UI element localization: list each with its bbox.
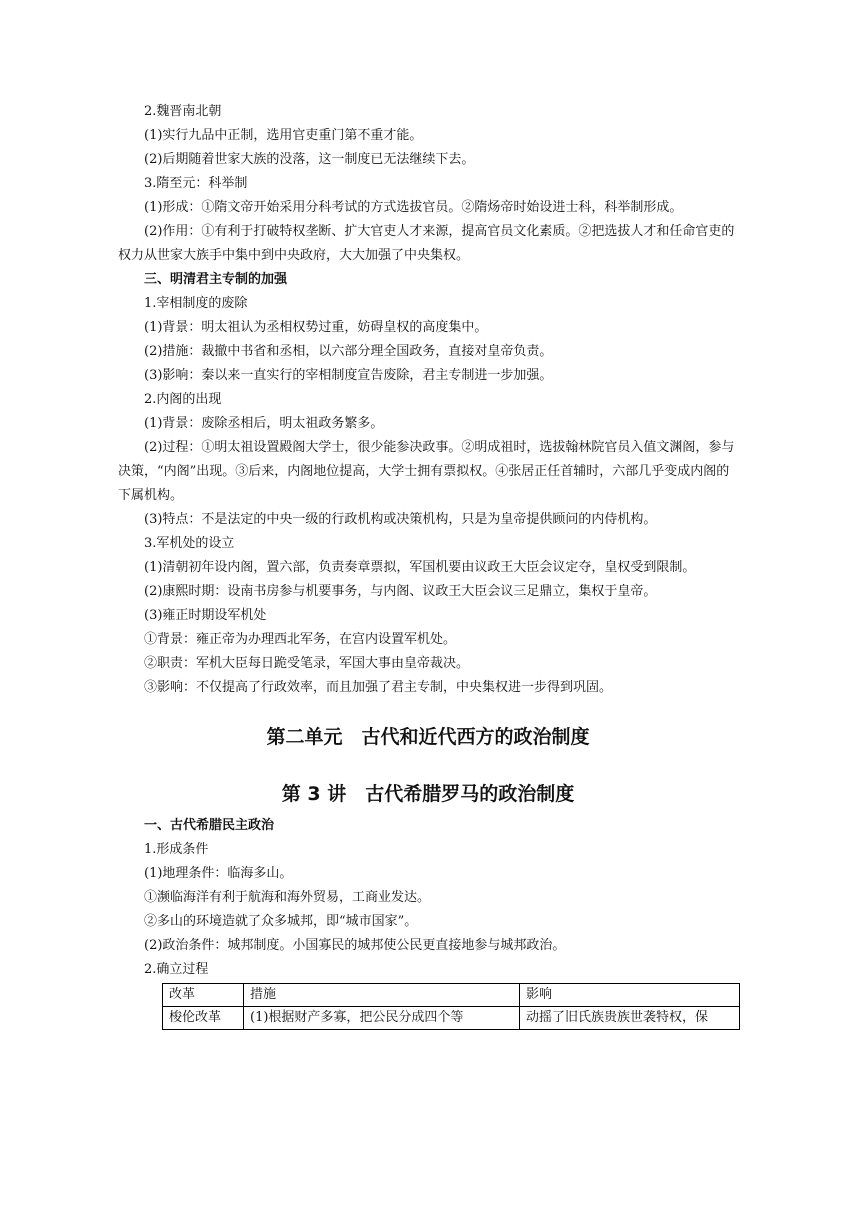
text-line: (1)地理条件：临海多山。 <box>144 866 293 881</box>
table-cell: 梭伦改革 <box>163 1007 244 1030</box>
text-line: 3.隋至元：科举制 <box>144 176 248 191</box>
text-line: (2)政治条件：城邦制度。小国寡民的城邦使公民更直接地参与城邦政治。 <box>144 938 566 953</box>
section-heading: 三、明清君主专制的加强 <box>144 272 288 287</box>
table-header-cell: 措施 <box>244 984 520 1007</box>
table-header-cell: 影响 <box>520 984 740 1007</box>
table-cell: 动摇了旧氏族贵族世袭特权，保 <box>520 1007 740 1030</box>
text-line: (3)影响：秦以来一直实行的宰相制度宣告废除，君主专制进一步加强。 <box>144 368 553 383</box>
text-paragraph: (2)作用：①有利于打破特权垄断、扩大官吏人才来源，提高官员文化素质。②把选拔人才和任命官吏的权力从世家大族手中集中到中央政府，大大加强了中央集权。 <box>118 224 735 263</box>
text-line: (1)实行九品中正制，选用官吏重门第不重才能。 <box>144 128 423 143</box>
text-line: 2.确立过程 <box>144 962 209 977</box>
text-line: ①濒临海洋有利于航海和海外贸易，工商业发达。 <box>144 890 431 905</box>
text-line: 1.形成条件 <box>144 842 209 857</box>
text-paragraph: (2)康熙时期：设南书房参与机要事务，与内阁、议政王大臣会议三足鼎立，集权于皇帝。 <box>144 584 657 599</box>
text-line: 2.魏晋南北朝 <box>144 104 222 119</box>
text-line: (1)背景：废除丞相后，明太祖政务繁多。 <box>144 416 384 431</box>
text-line: ③影响：不仅提高了行政效率，而且加强了君主专制，中央集权进一步得到巩固。 <box>144 680 613 695</box>
table-row <box>163 1007 740 1030</box>
text-line: 3.军机处的设立 <box>144 536 235 551</box>
text-line: ②多山的环境造就了众多城邦，即“城市国家”。 <box>144 914 418 929</box>
text-paragraph: (3)特点：不是法定的中央一级的行政机构或决策机构，只是为皇帝提供顾问的内侍机构。 <box>144 512 657 527</box>
table-header-cell: 改革 <box>163 984 244 1007</box>
text-line: 2.内阁的出现 <box>144 392 222 407</box>
table-cell: (1)根据财产多寡，把公民分成四个等 <box>244 1007 520 1030</box>
text-line: ②职责：军机大臣每日跪受笔录，军国大事由皇帝裁决。 <box>144 656 470 671</box>
text-line: (3)雍正时期设军机处 <box>144 608 267 623</box>
text-paragraph: (2)过程：①明太祖设置殿阁大学士，很少能参决政事。②明成祖时，选拔翰林院官员入值文渊阁，参与决策，“内阁”出现。③后来，内阁地位提高，大学士拥有票拟权。④张居正任首辅时，六部几乎变成内阁的下属机构。 <box>118 440 735 503</box>
text-paragraph: (1)清朝初年设内阁，置六部，负责奏章票拟，军国机要由议政王大臣会议定夺，皇权受到限制。 <box>144 560 696 575</box>
lecture-title: 第 3 讲 古代希腊罗马的政治制度 <box>281 783 575 805</box>
text-line: 1.宰相制度的废除 <box>144 296 248 311</box>
text-paragraph: (1)形成：①隋文帝开始采用分科考试的方式选拔官员。②隋炀帝时始设进士科，科举制形成。 <box>144 200 683 215</box>
text-line: (2)后期随着世家大族的没落，这一制度已无法继续下去。 <box>144 152 475 167</box>
unit-title: 第二单元 古代和近代西方的政治制度 <box>266 726 590 748</box>
text-line: ①背景：雍正帝为办理西北军务，在宫内设置军机处。 <box>144 632 457 647</box>
section-heading: 一、古代希腊民主政治 <box>144 818 275 833</box>
text-line: (1)背景：明太祖认为丞相权势过重，妨碍皇权的高度集中。 <box>144 320 488 335</box>
table-header-row <box>163 984 740 1007</box>
document-page <box>118 100 738 1030</box>
reform-table <box>162 983 740 1030</box>
text-line: (2)措施：裁撤中书省和丞相，以六部分理全国政务，直接对皇帝负责。 <box>144 344 553 359</box>
